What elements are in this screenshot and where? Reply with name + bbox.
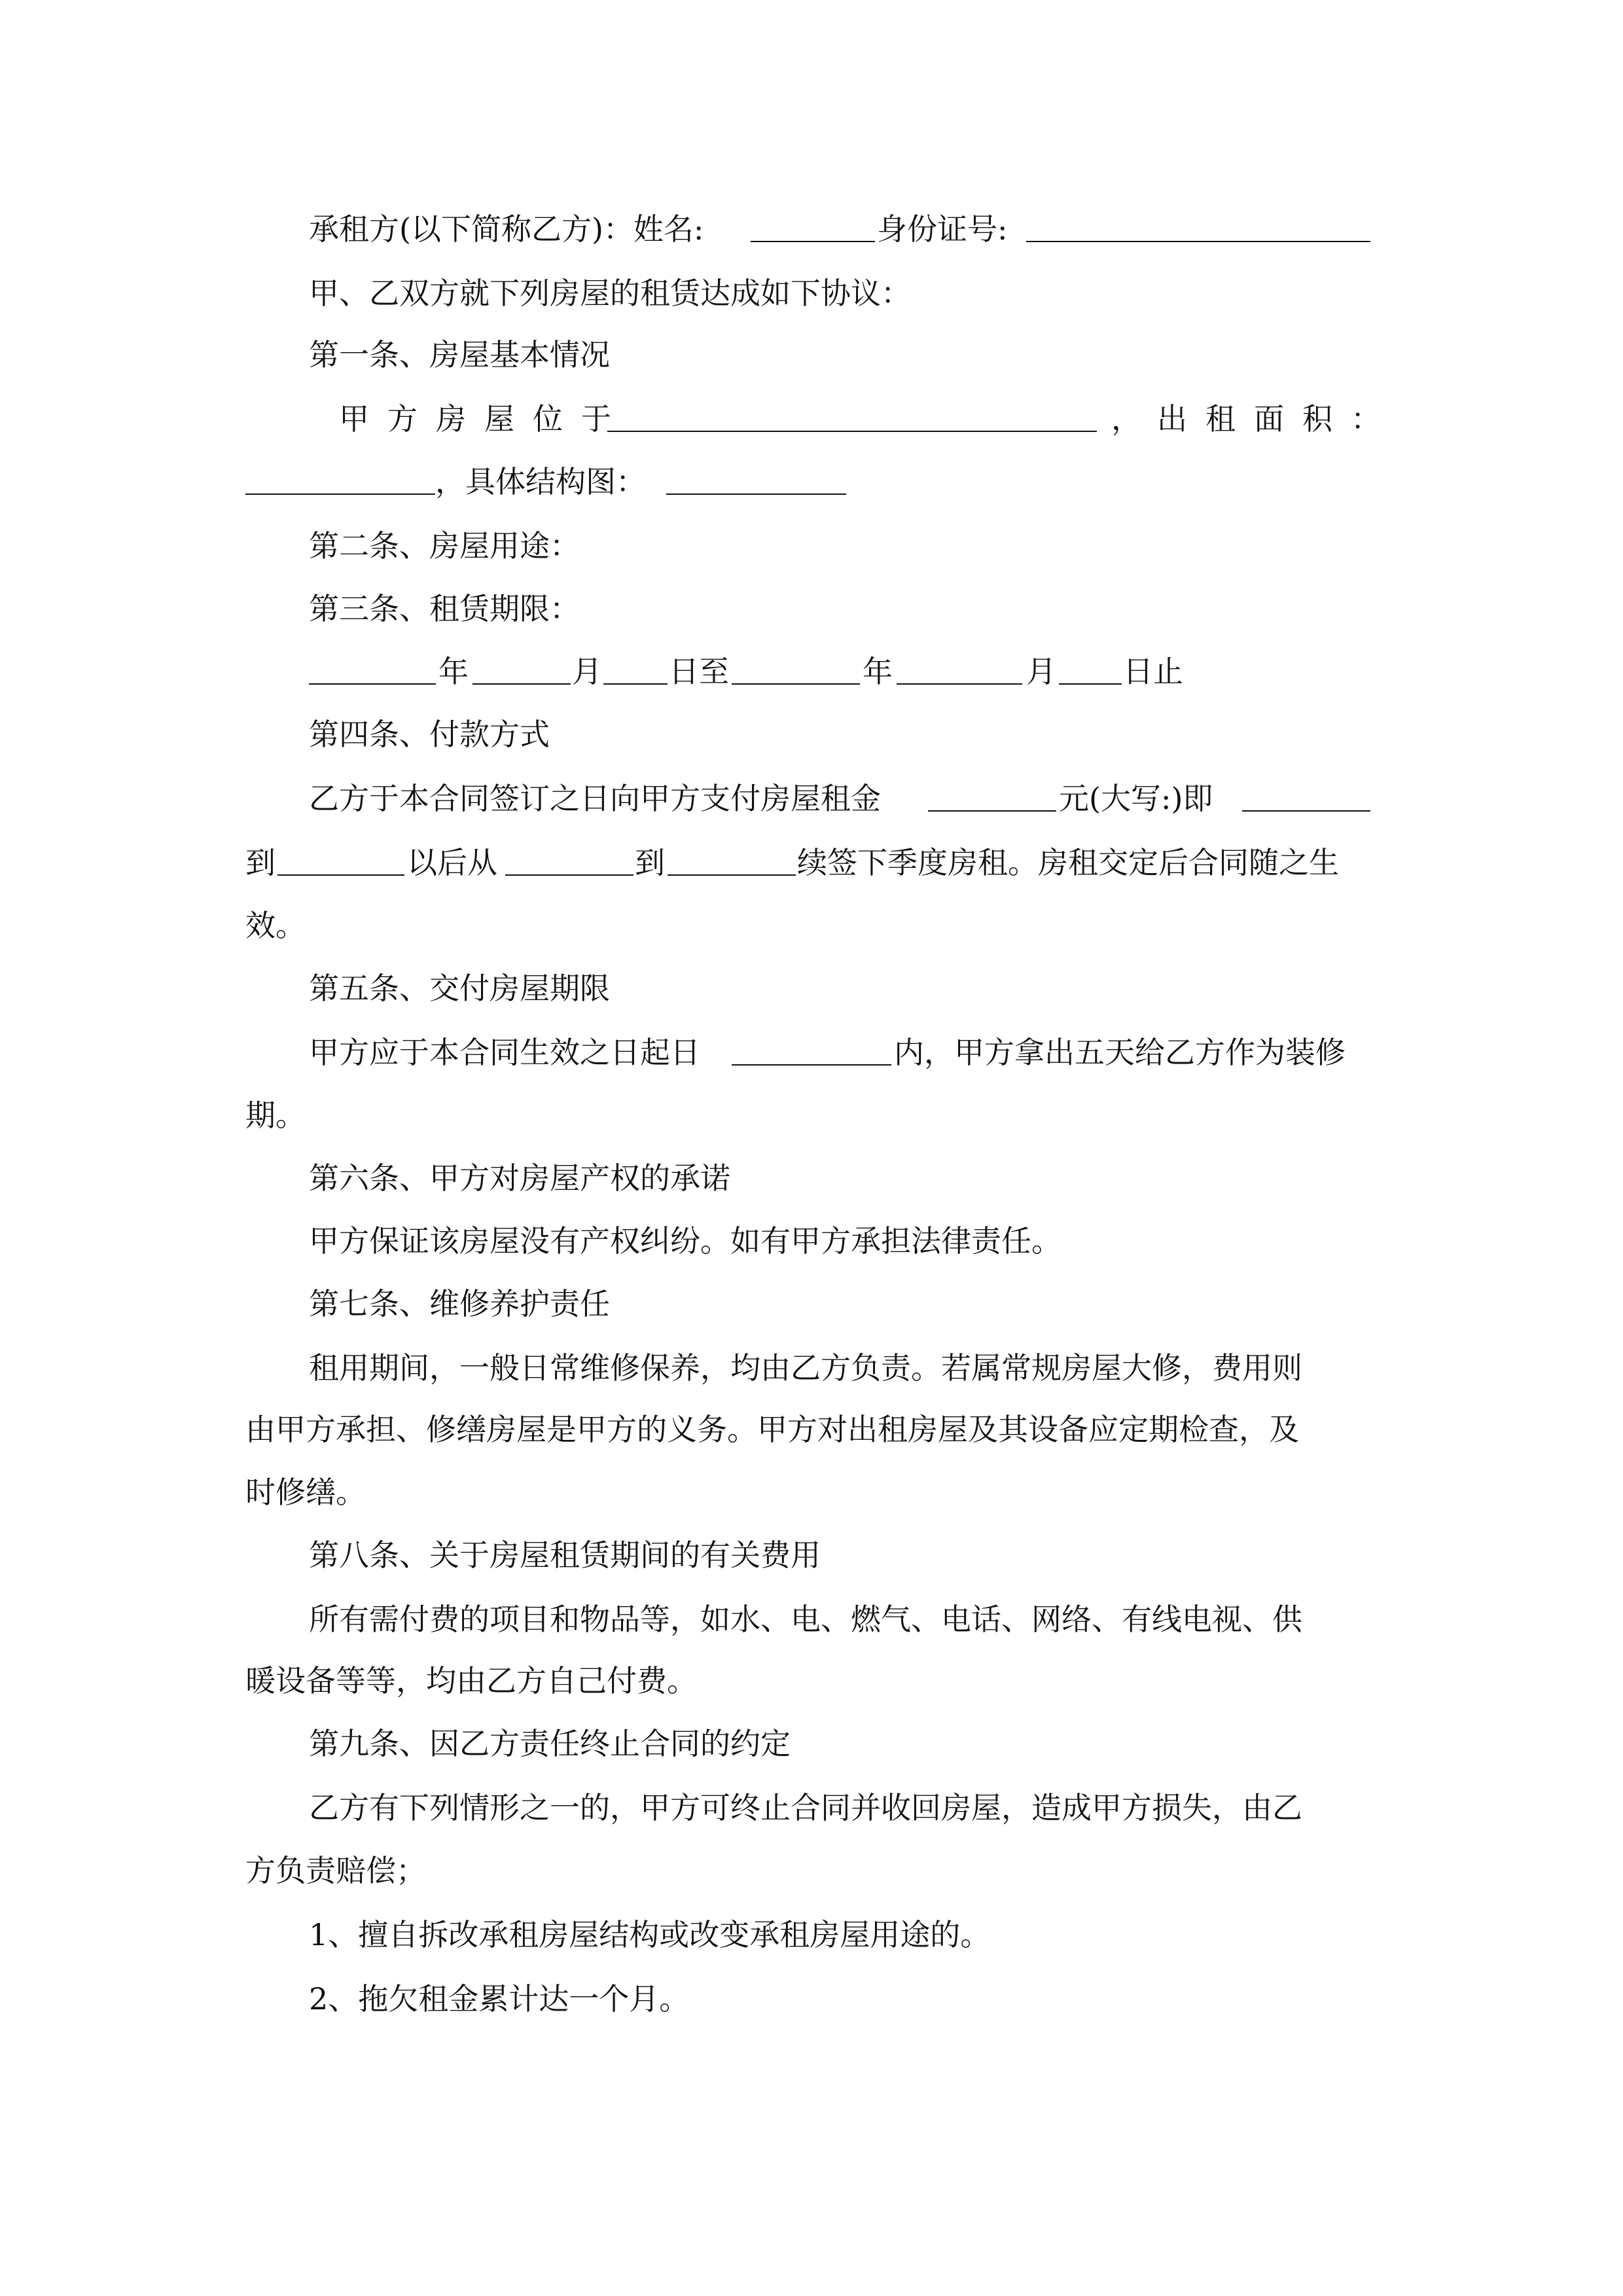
- start-year-blank[interactable]: [309, 683, 436, 685]
- delivery-days-blank[interactable]: [732, 1064, 891, 1066]
- article-2-heading: [0, 520, 1623, 572]
- maintenance-line-1: [0, 1342, 1623, 1394]
- year-label: 年: [863, 654, 893, 689]
- rental-area-label: 出租面积：: [1157, 401, 1399, 437]
- article-1-heading: [0, 329, 1623, 381]
- termination-line-1: [0, 1782, 1623, 1834]
- delivery-line-2: [0, 1089, 1623, 1141]
- comma-text: ，: [1111, 401, 1141, 437]
- property-location-line: [0, 393, 1623, 445]
- start-day-blank[interactable]: [603, 683, 668, 685]
- payment-line-2: [0, 836, 1623, 889]
- payment-text: 到: [245, 845, 276, 880]
- lessee-name-blank[interactable]: [751, 241, 875, 242]
- article-heading: 第三条、租赁期限：: [309, 591, 580, 626]
- article-heading: 第一条、房屋基本情况: [309, 337, 610, 372]
- article-5-heading: [0, 962, 1623, 1014]
- month-label: 月: [1026, 654, 1056, 689]
- area-structure-line: [0, 456, 1623, 508]
- payment-text: 以后从: [407, 845, 497, 880]
- paragraph-text: 暖设备等等，均由乙方自己付费。: [245, 1663, 697, 1698]
- maintenance-line-3: [0, 1466, 1623, 1518]
- maintenance-line-2: [0, 1403, 1623, 1456]
- article-7-heading: [0, 1278, 1623, 1330]
- id-number-label: 身份证号:: [877, 211, 1008, 247]
- renewal-from-blank[interactable]: [505, 874, 633, 876]
- fees-line-2: [0, 1655, 1623, 1707]
- payment-line-1: [0, 772, 1623, 825]
- article-6-heading: [0, 1152, 1623, 1204]
- fees-line-1: [0, 1593, 1623, 1645]
- payment-text: 乙方于本合同签订之日向甲方支付房屋租金: [309, 781, 881, 816]
- paragraph-text: 方负责赔偿；: [245, 1853, 426, 1888]
- article-3-heading: [0, 583, 1623, 635]
- article-8-heading: [0, 1529, 1623, 1581]
- payment-line-3: [0, 899, 1623, 952]
- article-heading: 第八条、关于房屋租赁期间的有关费用: [309, 1537, 821, 1573]
- start-month-blank[interactable]: [473, 683, 571, 685]
- payment-text: 元(大写:)即: [1059, 781, 1213, 816]
- property-location-label: 甲方房屋位于: [339, 401, 630, 437]
- rental-area-blank[interactable]: [245, 493, 435, 495]
- renewal-to-blank[interactable]: [668, 874, 796, 876]
- paragraph-text: 乙方有下列情形之一的，甲方可终止合同并收回房屋，造成甲方损失，由乙: [309, 1790, 1302, 1825]
- id-number-blank[interactable]: [1026, 241, 1370, 242]
- paragraph-text: 所有需付费的项目和物品等，如水、电、燃气、电话、网络、有线电视、供: [309, 1602, 1302, 1637]
- day-end-label: 日止: [1123, 654, 1183, 689]
- termination-item-2: [0, 1973, 1623, 2025]
- lease-period-line: [0, 645, 1623, 698]
- paragraph-text: 租用期间，一般日常维修保养，均由乙方负责。若属常规房屋大修，费用则: [309, 1350, 1302, 1386]
- article-heading: 第六条、甲方对房屋产权的承诺: [309, 1160, 730, 1196]
- termination-line-2: [0, 1844, 1623, 1897]
- payment-text: 到: [635, 845, 665, 880]
- month-label: 月: [572, 654, 602, 689]
- paragraph-text: 内，甲方拿出五天给乙方作为装修: [894, 1035, 1346, 1070]
- article-heading: 第五条、交付房屋期限: [309, 971, 610, 1006]
- article-4-heading: [0, 708, 1623, 761]
- paragraph-text: 甲、乙双方就下列房屋的租赁达成如下协议：: [309, 276, 911, 311]
- article-heading: 第七条、维修养护责任: [309, 1286, 610, 1321]
- agreement-intro: [0, 267, 1623, 319]
- delivery-line-1: [0, 1026, 1623, 1079]
- article-heading: 第九条、因乙方责任终止合同的约定: [309, 1726, 791, 1761]
- paragraph-text: 时修缮。: [245, 1475, 366, 1510]
- paragraph-text: 由甲方承担、修缮房屋是甲方的义务。甲方对出租房屋及其设备应定期检查，及: [245, 1412, 1299, 1447]
- paragraph-text: 甲方保证该房屋没有产权纠纷。如有甲方承担法律责任。: [309, 1223, 1061, 1259]
- paragraph-text: 期。: [245, 1098, 306, 1133]
- list-item: 1、擅自拆改承租房屋结构或改变承租房屋用途的。: [309, 1917, 991, 1952]
- lessee-name-label: 承租方(以下简称乙方)：姓名:: [309, 211, 704, 247]
- payment-date-blank[interactable]: [1242, 810, 1370, 812]
- lessee-info-line: [0, 203, 1623, 255]
- payment-to-blank[interactable]: [277, 874, 404, 876]
- article-heading: 第四条、付款方式: [309, 717, 550, 752]
- end-day-blank[interactable]: [1059, 683, 1122, 685]
- structure-label: ，具体结构图：: [435, 464, 646, 499]
- property-rights-text: [0, 1215, 1623, 1267]
- property-location-blank[interactable]: [607, 431, 1097, 432]
- payment-text: 续签下季度房租。房租交定后合同随之生: [797, 845, 1339, 880]
- article-9-heading: [0, 1717, 1623, 1770]
- termination-item-1: [0, 1909, 1623, 1961]
- end-year-blank[interactable]: [732, 683, 860, 685]
- end-month-blank[interactable]: [897, 683, 1022, 685]
- list-item: 2、拖欠租金累计达一个月。: [309, 1981, 690, 2017]
- paragraph-text: 效。: [245, 908, 306, 943]
- rent-amount-blank[interactable]: [928, 810, 1056, 812]
- paragraph-text: 甲方应于本合同生效之日起日: [309, 1035, 700, 1070]
- structure-blank[interactable]: [666, 493, 846, 495]
- year-label: 年: [438, 654, 469, 689]
- day-to-label: 日至: [669, 654, 729, 689]
- article-heading: 第二条、房屋用途：: [309, 528, 580, 564]
